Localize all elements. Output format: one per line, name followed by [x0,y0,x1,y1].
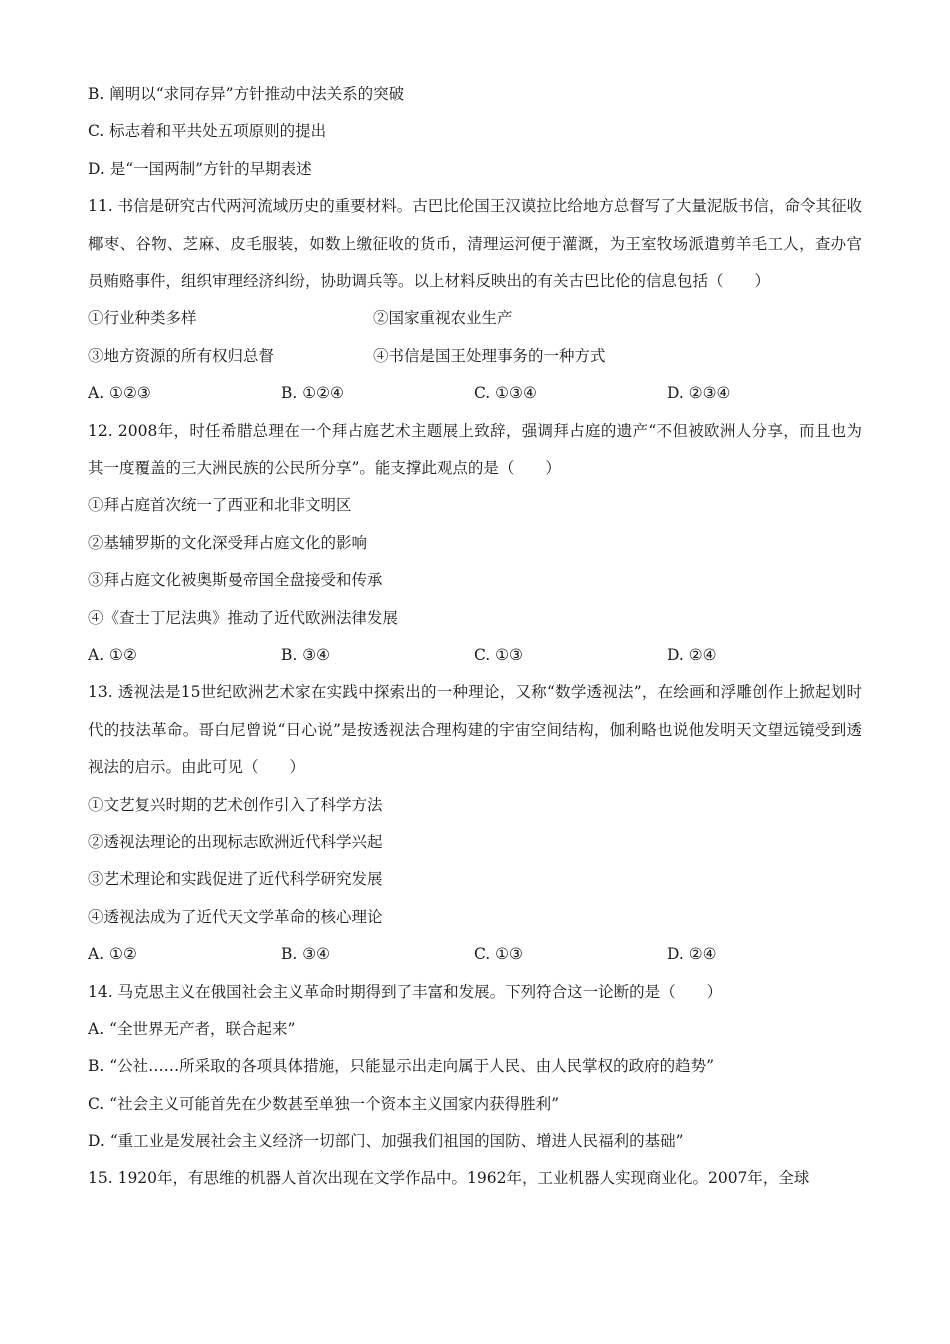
statement-2: ②国家重视农业生产 [373,309,513,328]
question-14 [88,974,862,1161]
option-d: D. 是“一国两制”方针的早期表述 [88,159,312,178]
option-a: A. “全世界无产者，联合起来” [88,1019,296,1038]
choice-b: B. ③④ [281,645,331,664]
question-stem: 13. 透视法是15世纪欧洲艺术家在实践中探索出的一种理论，又称“数学透视法”，在绘画和浮雕创作上掀起划时代的技法革命。哥白尼曾说“日心说”是按透视法合理构建的宇宙空间结构，伽利略也说他发明天文望远镜受到透视法的启示。由此可见（ ） [88,683,862,777]
option-d: D. “重工业是发展社会主义经济一切部门、加强我们祖国的国防、增进人民福利的基础” [88,1132,684,1151]
option-c: C. “社会主义可能首先在少数甚至单独一个资本主义国家内获得胜利” [88,1094,560,1113]
choice-d: D. ②④ [667,945,717,964]
statement-1: ①文艺复兴时期的艺术创作引入了科学方法 [88,795,383,814]
choice-row [88,936,862,973]
question-12 [88,413,862,675]
choice-row [88,637,862,674]
choice-c: C. ①③ [474,645,523,664]
choice-row [88,375,862,412]
question-10-tail [88,76,862,188]
choice-a: A. ①② [88,945,137,964]
statement-1: ①行业种类多样 [88,309,197,328]
choice-b: B. ③④ [281,945,331,964]
choice-d: D. ②④ [667,645,717,664]
statement-1: ①拜占庭首次统一了西亚和北非文明区 [88,496,352,515]
choice-a: A. ①②③ [88,384,151,403]
statement-4: ④书信是国王处理事务的一种方式 [373,346,606,365]
statement-row [88,338,862,375]
statement-4: ④《查士丁尼法典》推动了近代欧洲法律发展 [88,608,399,627]
statement-2: ②基辅罗斯的文化深受拜占庭文化的影响 [88,533,368,552]
statement-3: ③地方资源的所有权归总督 [88,346,275,365]
statement-row [88,300,862,337]
question-13 [88,674,862,973]
statement-2: ②透视法理论的出现标志欧洲近代科学兴起 [88,832,383,851]
question-stem: 15. 1920年，有思维的机器人首次出现在文学作品中。1962年，工业机器人实现商业化。2007年，全球 [88,1169,810,1188]
question-stem: 11. 书信是研究古代两河流域历史的重要材料。古巴比伦国王汉谟拉比给地方总督写了大量泥版书信，命令其征收椰枣、谷物、芝麻、皮毛服装，如数上缴征收的货币，清理运河便于灌溉，为王室牧场派遣剪羊毛工人，查办官员贿赂事件，组织审理经济纠纷，协助调兵等。以上材料反映出的有关古巴比伦的信息包括（ ） [88,197,862,290]
statement-4: ④透视法成为了近代天文学革命的核心理论 [88,907,383,926]
question-15 [88,1160,862,1197]
option-b: B. “公社……所采取的各项具体措施，只能显示出走向属于人民、由人民掌权的政府的趋势” [88,1057,715,1076]
statement-3: ③艺术理论和实践促进了近代科学研究发展 [88,870,383,889]
choice-c: C. ①③④ [474,384,537,403]
question-11 [88,188,862,412]
choice-d: D. ②③④ [667,384,731,403]
choice-c: C. ①③ [474,945,523,964]
question-stem: 14. 马克思主义在俄国社会主义革命时期得到了丰富和发展。下列符合这一论断的是（ ） [88,982,723,1001]
statement-3: ③拜占庭文化被奥斯曼帝国全盘接受和传承 [88,571,383,590]
question-stem: 12. 2008年，时任希腊总理在一个拜占庭艺术主题展上致辞，强调拜占庭的遗产“不但被欧洲人分享，而且也为其一度覆盖的三大洲民族的公民所分享”。能支撑此观点的是（ ） [88,421,862,477]
choice-b: B. ①②④ [281,384,344,403]
exam-page [88,76,862,1198]
choice-a: A. ①② [88,645,137,664]
option-c: C. 标志着和平共处五项原则的提出 [88,122,327,141]
option-b: B. 阐明以“求同存异”方针推动中法关系的突破 [88,85,405,103]
